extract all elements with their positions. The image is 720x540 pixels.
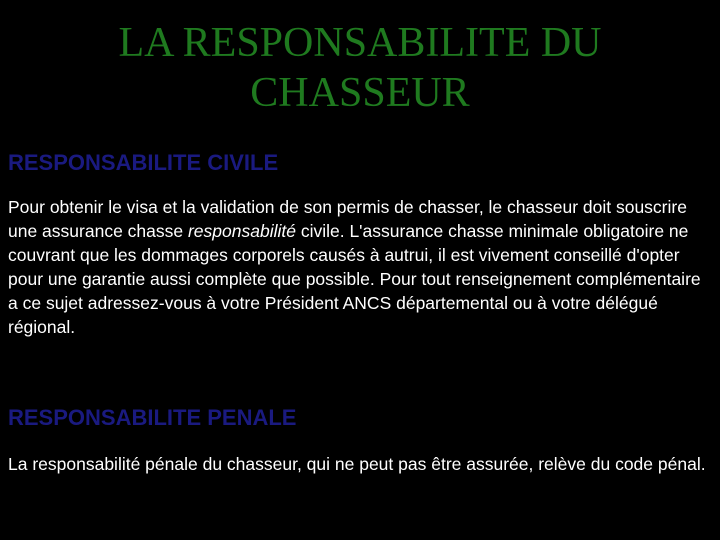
slide-title [0, 18, 720, 118]
slide-title-line-2: CHASSEUR [250, 70, 470, 116]
section-heading-civile [8, 150, 278, 176]
section-heading-civile-text: RESPONSABILITE CIVILE [8, 150, 279, 175]
section-body-penale: La responsabilité pénale du chasseur, qui ne peut pas être assurée, relève du code pénal. [8, 454, 706, 474]
section-body-civile-part-1: Pour obtenir le visa et la validation de son permis de chasser, le chasseur doit souscrire une assurance chasse [8, 197, 687, 241]
section-heading-penale [8, 405, 296, 431]
slide-title-line-1: LA RESPONSABILITE DU [118, 20, 602, 66]
section-heading-penale-text: RESPONSABILITE PENALE [8, 405, 297, 430]
section-body-civile [8, 195, 712, 339]
section-body-civile-emphasis: responsabilité [187, 221, 296, 241]
section-body-civile-part-2: civile. L'assurance chasse minimale obligatoire ne couvrant que les dommages corporels causés à autrui, il est vivement conseillé d'opter pour une garantie aussi complète que possible. Pour tout renseignement complémentaire a ce sujet adressez-vous à votre Président ANCS départemental ou à votre délégué régional. [8, 221, 701, 337]
